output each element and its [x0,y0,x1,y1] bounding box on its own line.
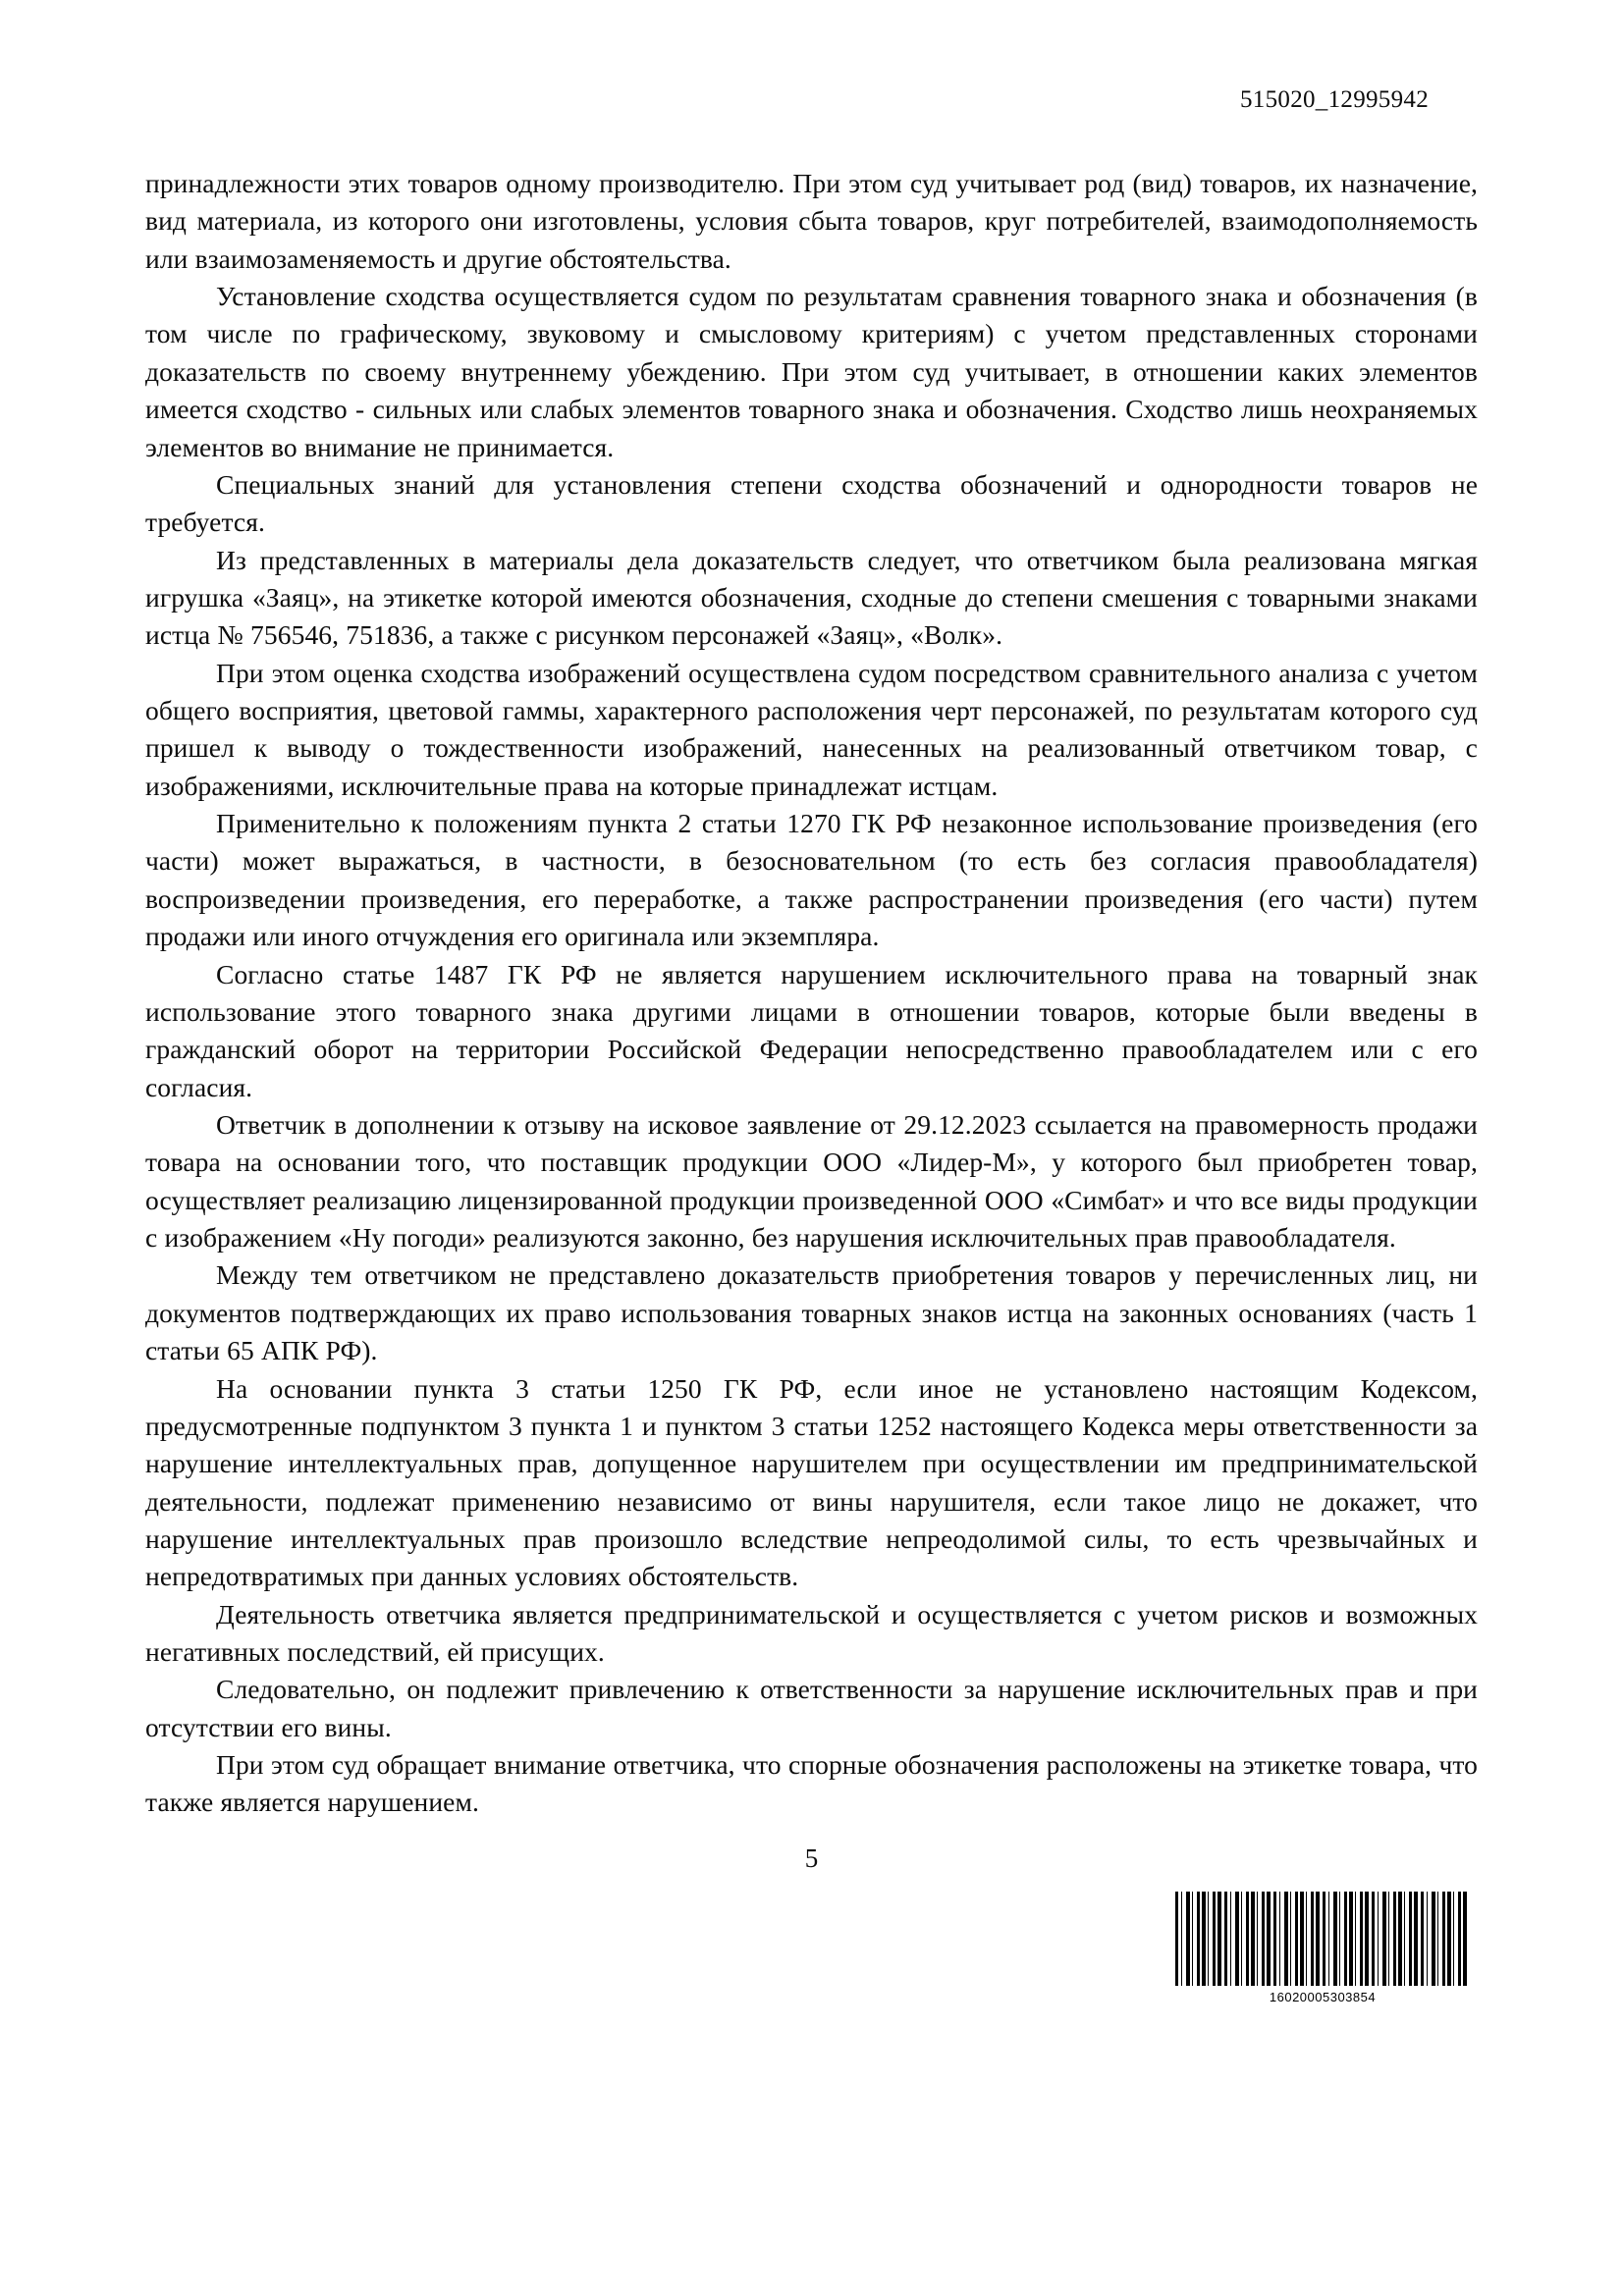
paragraph-8: Ответчик в дополнении к отзыву на исковое заявление от 29.12.2023 ссылается на правомерность продажи товара на основании того, что поставщик продукции ООО «Лидер-М», у которого был приобретен товар, осуществляет реализацию лицензированной продукции произведенной ООО «Симбат» и что все виды продукции с изображением «Ну погоди» реализуются законно, без нарушения исключительных прав правообладателя. [145,1108,1478,1254]
document-footer [145,1874,1478,2060]
paragraph-3: Специальных знаний для установления степени сходства обозначений и однородности товаров не требуется. [145,468,1478,538]
document-body [145,165,1478,1822]
paragraph-6: Применительно к положениям пункта 2 статьи 1270 ГК РФ незаконное использование произведения (его части) может выражаться, в частности, в безосновательном (то есть без согласия правообладателя) воспроизведении произведения, его переработке, а также распространении произведения (его части) путем продажи или иного отчуждения его оригинала или экземпляра. [145,808,1478,952]
paragraph-7: Согласно статье 1487 ГК РФ не является нарушением исключительного права на товарный знак использование этого товарного знака другими лицами в отношении товаров, которые были введены в гражданский оборот на территории Российской Федерации непосредственно правообладателем или с его согласия. [145,958,1478,1102]
paragraph-4: Из представленных в материалы дела доказательств следует, что ответчиком была реализована мягкая игрушка «Заяц», на этикетке которой имеются обозначения, сходные до степени смешения с товарными знаками истца № 756546, 751836, а также с рисунком персонажей «Заяц», «Волк». [145,544,1478,651]
paragraph-13: При этом суд обращает внимание ответчика, что спорные обозначения расположены на этикетке товара, что также является нарушением. [145,1749,1478,1818]
barcode-icon [1175,1892,1470,1986]
paragraph-10: На основании пункта 3 статьи 1250 ГК РФ, если иное не установлено настоящим Кодексом, предусмотренные подпунктом 3 пункта 1 и пунктом 3 статьи 1252 настоящего Кодекса меры ответственности за нарушение интеллектуальных прав, допущенное нарушителем при осуществлении им предпринимательской деятельности, подлежат применению независимо от вины нарушителя, если такое лицо не докажет, что нарушение интеллектуальных прав произошло вследствие непреодолимой силы, то есть чрезвычайных и непредотвратимых при данных условиях обстоятельств. [145,1372,1478,1592]
document-header-code: 515020_12995942 [1240,86,1429,113]
paragraph-12: Следовательно, он подлежит привлечению к ответственности за нарушение исключительных прав и при отсутствии его вины. [145,1674,1478,1742]
barcode-number: 16020005303854 [1269,1989,1377,2004]
paragraph-9: Между тем ответчиком не представлено доказательств приобретения товаров у перечисленных лиц, ни документов подтверждающих их право использования товарных знаков истца на законных основаниях (часть 1 статьи 65 АПК РФ). [145,1259,1478,1366]
barcode-block [1175,1892,1470,2004]
paragraph-1: принадлежности этих товаров одному производителю. При этом суд учитывает род (вид) товаров, их назначение, вид материала, из которого они изготовлены, условия сбыта товаров, круг потребителей, взаимодополняемость или взаимозаменяемость и другие обстоятельства. [145,168,1478,274]
paragraph-11: Деятельность ответчика является предпринимательской и осуществляется с учетом рисков и возможных негативных последствий, ей присущих. [145,1598,1478,1668]
paragraph-5: При этом оценка сходства изображений осуществлена судом посредством сравнительного анализа с учетом общего восприятия, цветовой гаммы, характерного расположения черт персонажей, по результатам которого суд пришел к выводу о тождественности изображений, нанесенных на реализованный ответчиком товар, с изображениями, исключительные права на которые принадлежат истцам. [145,657,1478,801]
paragraph-2: Установление сходства осуществляется судом по результатам сравнения товарного знака и обозначения (в том числе по графическому, звуковому и смысловому критериям) с учетом представленных сторонами доказательств по своему внутреннему убеждению. При этом суд учитывает, в отношении каких элементов имеется сходство - сильных или слабых элементов товарного знака и обозначения. Сходство лишь неохраняемых элементов во внимание не принимается. [145,281,1478,462]
page-number: 5 [804,1842,819,1873]
